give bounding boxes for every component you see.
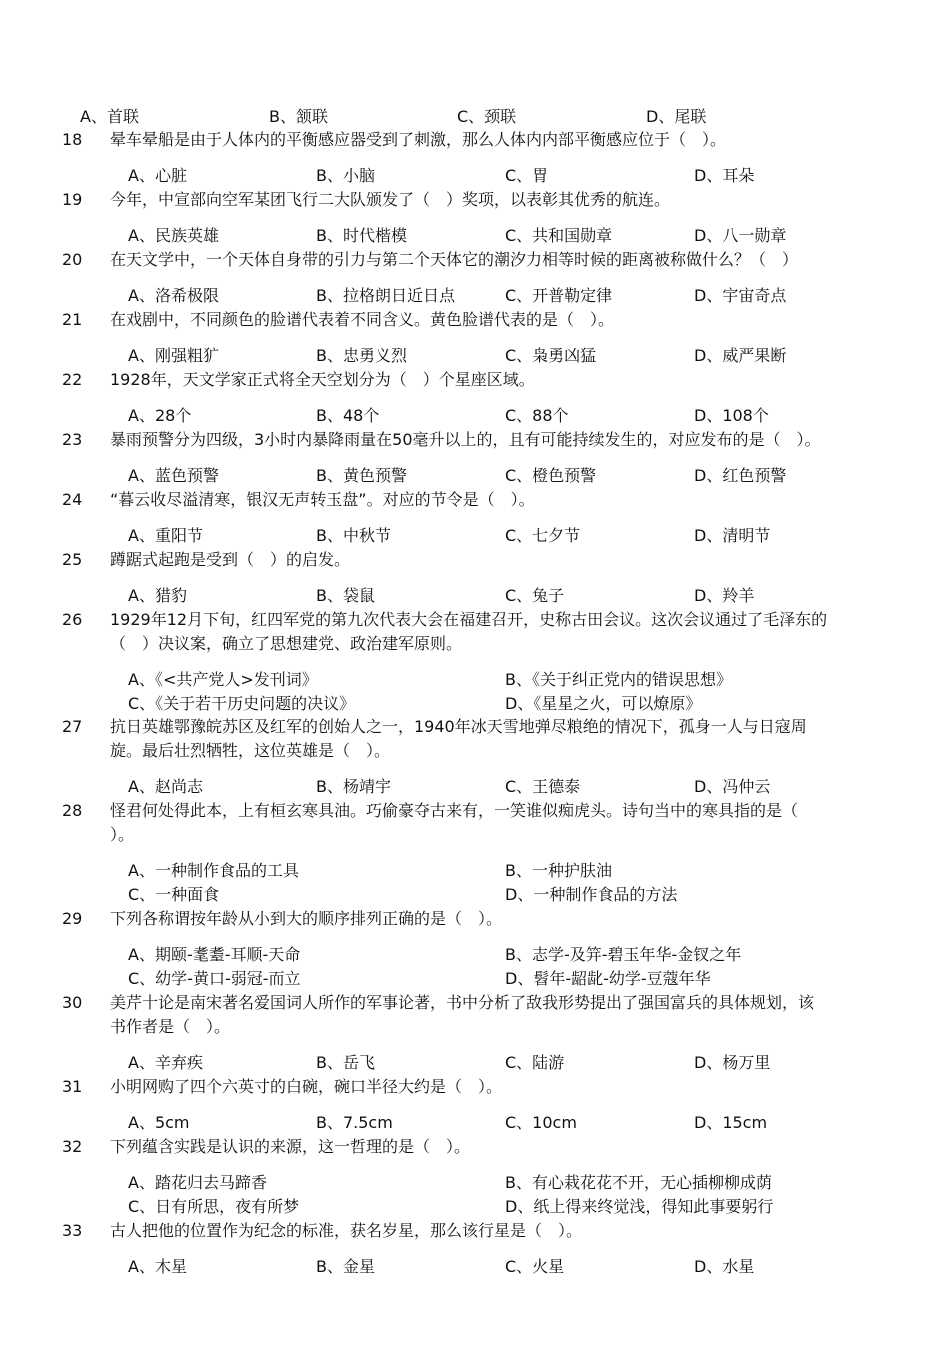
question-number: 25 <box>62 550 83 569</box>
question-text: 小明网购了四个六英寸的白碗，碗口半径大约是（ ）。 <box>110 1077 503 1096</box>
option-b: B、袋鼠 <box>316 586 375 605</box>
option-c: C、橙色预警 <box>505 466 597 485</box>
option-d: D、清明节 <box>694 526 771 545</box>
option-a: A、猎豹 <box>128 586 187 605</box>
option-b: B、拉格朗日近日点 <box>316 286 455 305</box>
question-number: 19 <box>62 190 83 209</box>
option-d: D、威严果断 <box>694 346 787 365</box>
option-d: D、108个 <box>694 406 769 425</box>
option-a: A、辛弃疾 <box>128 1053 203 1072</box>
option-c: C、兔子 <box>505 586 565 605</box>
question-number: 24 <box>62 490 83 509</box>
question-text: 书作者是（ ）。 <box>110 1017 231 1036</box>
option-c: C、10cm <box>505 1113 577 1132</box>
question-text: （ ）决议案，确立了思想建党、政治建军原则。 <box>110 634 463 653</box>
option-a: A、民族英雄 <box>128 226 219 245</box>
option-d: D、纸上得来终觉浅，得知此事要躬行 <box>505 1197 774 1216</box>
option-d: D、水星 <box>694 1257 755 1276</box>
question-number: 18 <box>62 130 83 149</box>
question-number: 30 <box>62 993 83 1012</box>
option-b: B、颔联 <box>269 107 328 126</box>
question-number: 29 <box>62 909 83 928</box>
option-a: A、首联 <box>80 107 139 126</box>
question-text: 晕车晕船是由于人体内的平衡感应器受到了刺激，那么人体内内部平衡感应位于（ ）。 <box>110 130 727 149</box>
question-number: 28 <box>62 801 83 820</box>
option-c: C、《关于若干历史问题的决议》 <box>128 694 356 713</box>
option-a: A、5cm <box>128 1113 190 1132</box>
option-b: B、一种护肤油 <box>505 861 612 880</box>
option-c: C、王德泰 <box>505 777 581 796</box>
option-c: C、幼学-黄口-弱冠-而立 <box>128 969 301 988</box>
question-text: 古人把他的位置作为纪念的标准，获名岁星，那么该行星是（ ）。 <box>110 1221 583 1240</box>
question-text: 1929年12月下旬，红四军党的第九次代表大会在福建召开，史称古田会议。这次会议通过了毛泽东的 <box>110 610 828 629</box>
option-d: D、杨万里 <box>694 1053 771 1072</box>
option-a: A、洛希极限 <box>128 286 219 305</box>
option-c: C、88个 <box>505 406 569 425</box>
option-a: A、踏花归去马蹄香 <box>128 1173 267 1192</box>
option-a: A、赵尚志 <box>128 777 203 796</box>
option-d: D、《星星之火，可以燎原》 <box>505 694 702 713</box>
question-text: 旋。最后壮烈牺牲，这位英雄是（ ）。 <box>110 741 391 760</box>
option-c: C、颈联 <box>457 107 517 126</box>
option-b: B、志学-及笄-碧玉年华-金钗之年 <box>505 945 742 964</box>
question-number: 21 <box>62 310 83 329</box>
question-text: 在戏剧中，不同颜色的脸谱代表着不同含义。黄色脸谱代表的是（ ）。 <box>110 310 615 329</box>
option-d: D、羚羊 <box>694 586 755 605</box>
option-d: D、八一勋章 <box>694 226 787 245</box>
option-d: D、耳朵 <box>694 166 755 185</box>
option-c: C、枭勇凶猛 <box>505 346 597 365</box>
option-c: C、日有所思，夜有所梦 <box>128 1197 300 1216</box>
option-b: B、48个 <box>316 406 380 425</box>
option-b: B、杨靖宇 <box>316 777 391 796</box>
option-c: C、七夕节 <box>505 526 581 545</box>
question-text: 1928年，天文学家正式将全天空划分为（ ）个星座区域。 <box>110 370 535 389</box>
option-b: B、有心栽花花不开，无心插柳柳成荫 <box>505 1173 772 1192</box>
option-a: A、心脏 <box>128 166 187 185</box>
option-b: B、黄色预警 <box>316 466 407 485</box>
option-c: C、开普勒定律 <box>505 286 613 305</box>
question-text: 今年，中宣部向空军某团飞行二大队颁发了（ ）奖项，以表彰其优秀的航连。 <box>110 190 671 209</box>
option-c: C、胃 <box>505 166 549 185</box>
question-text: 美芹十论是南宋著名爱国词人所作的军事论著，书中分析了敌我形势提出了强国富兵的具体规划，该 <box>110 993 815 1012</box>
option-d: D、15cm <box>694 1113 768 1132</box>
option-a: A、蓝色预警 <box>128 466 219 485</box>
question-number: 31 <box>62 1077 83 1096</box>
question-text: “暮云收尽溢清寒，银汉无声转玉盘”。对应的节令是（ ）。 <box>110 490 535 509</box>
option-a: A、《<共产党人>发刊词》 <box>128 670 318 689</box>
option-c: C、一种面食 <box>128 885 220 904</box>
question-number: 22 <box>62 370 83 389</box>
option-c: C、陆游 <box>505 1053 565 1072</box>
option-a: A、28个 <box>128 406 192 425</box>
option-b: B、7.5cm <box>316 1113 393 1132</box>
option-c: C、共和国勋章 <box>505 226 613 245</box>
question-number: 32 <box>62 1137 83 1156</box>
question-text: 怪君何处得此本，上有桓玄寒具油。巧偷豪夺古来有，一笑谁似痴虎头。诗句当中的寒具指的是（ <box>110 801 799 820</box>
option-a: A、刚强粗犷 <box>128 346 219 365</box>
option-b: B、忠勇义烈 <box>316 346 407 365</box>
option-b: B、岳飞 <box>316 1053 375 1072</box>
question-number: 26 <box>62 610 83 629</box>
option-d: D、一种制作食品的方法 <box>505 885 678 904</box>
option-d: D、尾联 <box>646 107 707 126</box>
option-a: A、重阳节 <box>128 526 203 545</box>
option-d: D、红色预警 <box>694 466 787 485</box>
option-b: B、时代楷模 <box>316 226 407 245</box>
option-c: C、火星 <box>505 1257 565 1276</box>
prev-question-options <box>0 106 950 128</box>
question-number: 20 <box>62 250 83 269</box>
option-a: A、木星 <box>128 1257 187 1276</box>
option-b: B、《关于纠正党内的错误思想》 <box>505 670 732 689</box>
option-a: A、期颐-耄耋-耳顺-天命 <box>128 945 301 964</box>
option-d: D、髫年-龆龀-幼学-豆蔻年华 <box>505 969 711 988</box>
question-text: 抗日英雄鄂豫皖苏区及红军的创始人之一，1940年冰天雪地弹尽粮绝的情况下，孤身一人与日寇周 <box>110 717 807 736</box>
question-number: 23 <box>62 430 83 449</box>
option-d: D、冯仲云 <box>694 777 771 796</box>
option-b: B、金星 <box>316 1257 375 1276</box>
option-b: B、小脑 <box>316 166 375 185</box>
question-text: 暴雨预警分为四级，3小时内暴降雨量在50毫升以上的，且有可能持续发生的，对应发布的是（ ）。 <box>110 430 821 449</box>
question-text: ）。 <box>110 825 135 844</box>
option-d: D、宇宙奇点 <box>694 286 787 305</box>
question-text: 蹲踞式起跑是受到（ ）的启发。 <box>110 550 351 569</box>
option-b: B、中秋节 <box>316 526 391 545</box>
question-number: 27 <box>62 717 83 736</box>
option-a: A、一种制作食品的工具 <box>128 861 299 880</box>
question-number: 33 <box>62 1221 83 1240</box>
question-text: 在天文学中，一个天体自身带的引力与第二个天体它的潮汐力相等时候的距离被称做什么？（ ） <box>110 250 799 269</box>
question-text: 下列各称谓按年龄从小到大的顺序排列正确的是（ ）。 <box>110 909 503 928</box>
question-text: 下列蕴含实践是认识的来源，这一哲理的是（ ）。 <box>110 1137 471 1156</box>
